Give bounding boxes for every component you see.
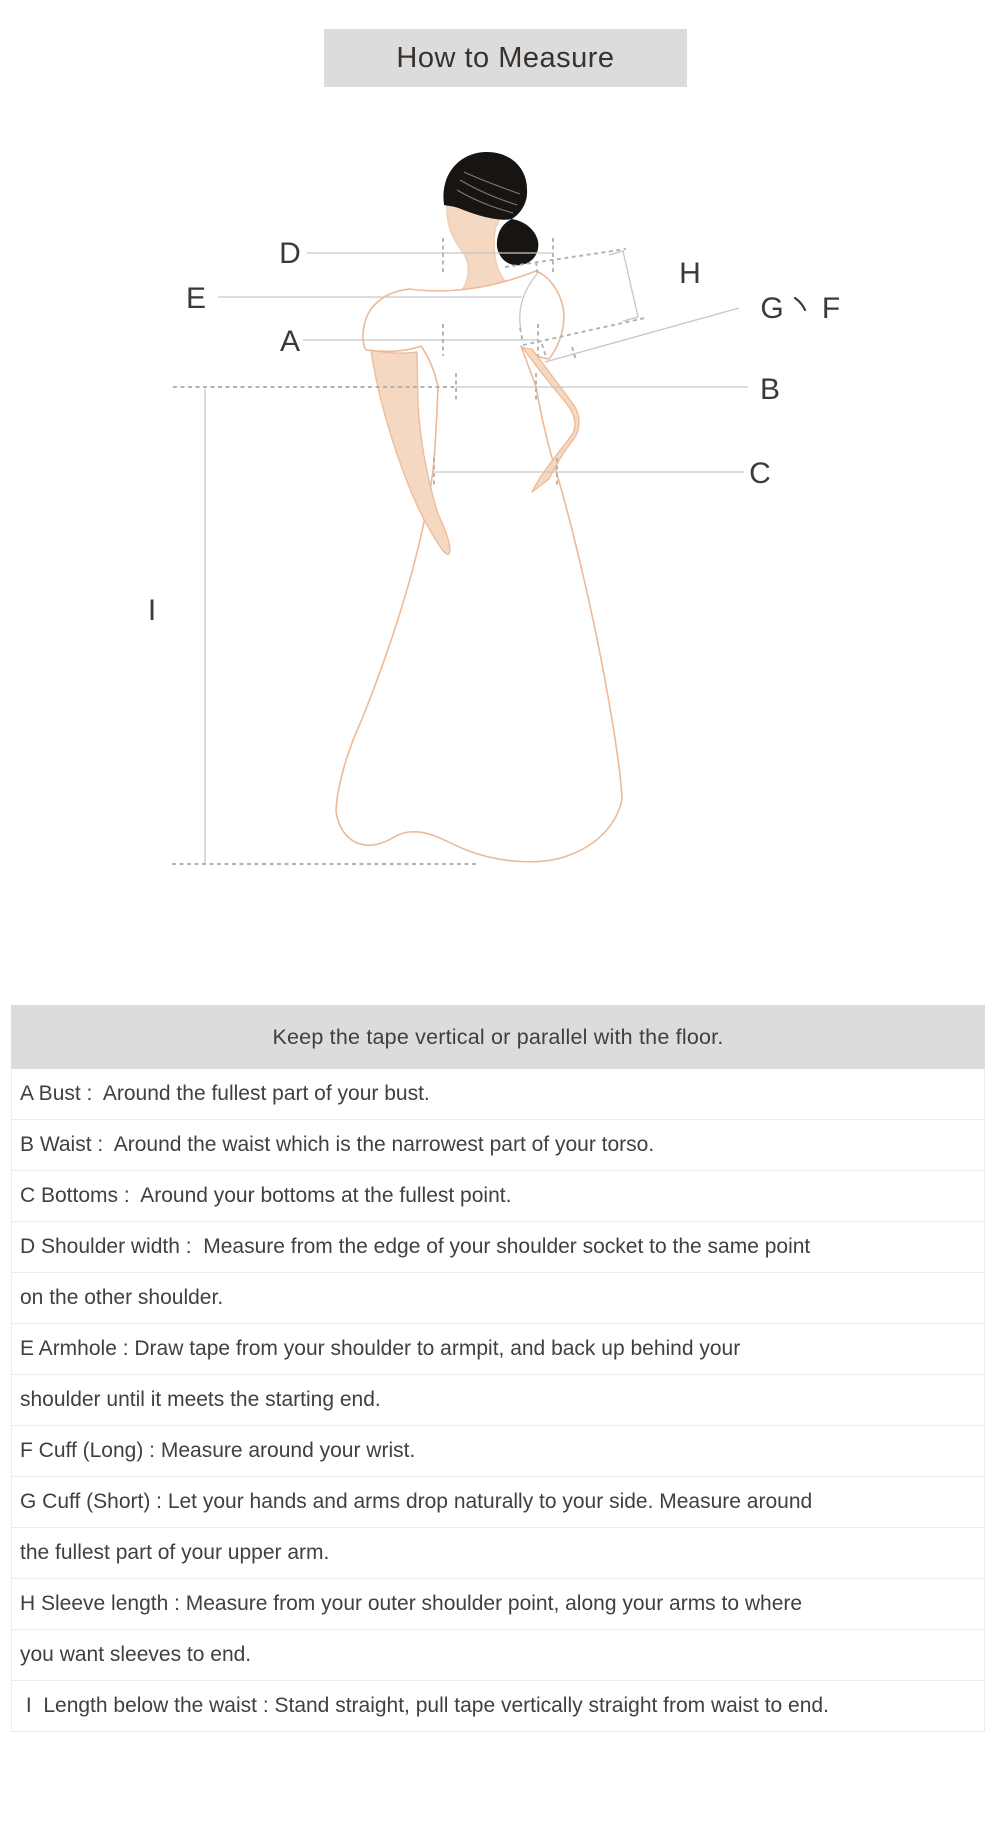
label-G: G [760,292,784,325]
table-row: F Cuff (Long) : Measure around your wrist. [12,1426,984,1477]
table-row: I Length below the waist : Stand straight, pull tape vertically straight from waist to end. [12,1681,984,1732]
table-header [11,1005,985,1069]
label-B: B [759,373,781,406]
hair-bun [497,219,538,265]
woman-illustration [336,152,622,862]
table-row: H Sleeve length : Measure from your outer shoulder point, along your arms to where [12,1579,984,1630]
cuff-pointer-line-GF [545,308,739,362]
label-D: D [279,237,301,270]
label-C: C [749,457,771,490]
table-body [11,1069,985,1732]
measure-explanation-table [11,1005,985,1732]
table-row: you want sleeves to end. [12,1630,984,1681]
table-row: A Bust : Around the fullest part of your bust. [12,1069,984,1120]
table-row: C Bottoms : Around your bottoms at the fullest point. [12,1171,984,1222]
table-row: G Cuff (Short) : Let your hands and arms drop naturally to your side. Measure around [12,1477,984,1528]
table-row: D Shoulder width : Measure from the edge of your shoulder socket to the same point [12,1222,984,1273]
page-title-text: How to Measure [396,41,615,74]
table-row: the fullest part of your upper arm. [12,1528,984,1579]
label-E: E [185,282,207,315]
label-A: A [279,325,301,358]
label-F: F [821,292,841,325]
table-row: E Armhole : Draw tape from your shoulder to armpit, and back up behind your [12,1324,984,1375]
ideographic-comma-separator [795,298,805,310]
table-row: shoulder until it meets the starting end. [12,1375,984,1426]
label-H: H [679,257,701,290]
label-I: I [147,594,157,627]
table-row: on the other shoulder. [12,1273,984,1324]
sleeve-length-bracket-H [609,251,638,321]
table-header-text: Keep the tape vertical or parallel with the floor. [272,1024,724,1049]
table-row: B Waist : Around the waist which is the narrowest part of your torso. [12,1120,984,1171]
